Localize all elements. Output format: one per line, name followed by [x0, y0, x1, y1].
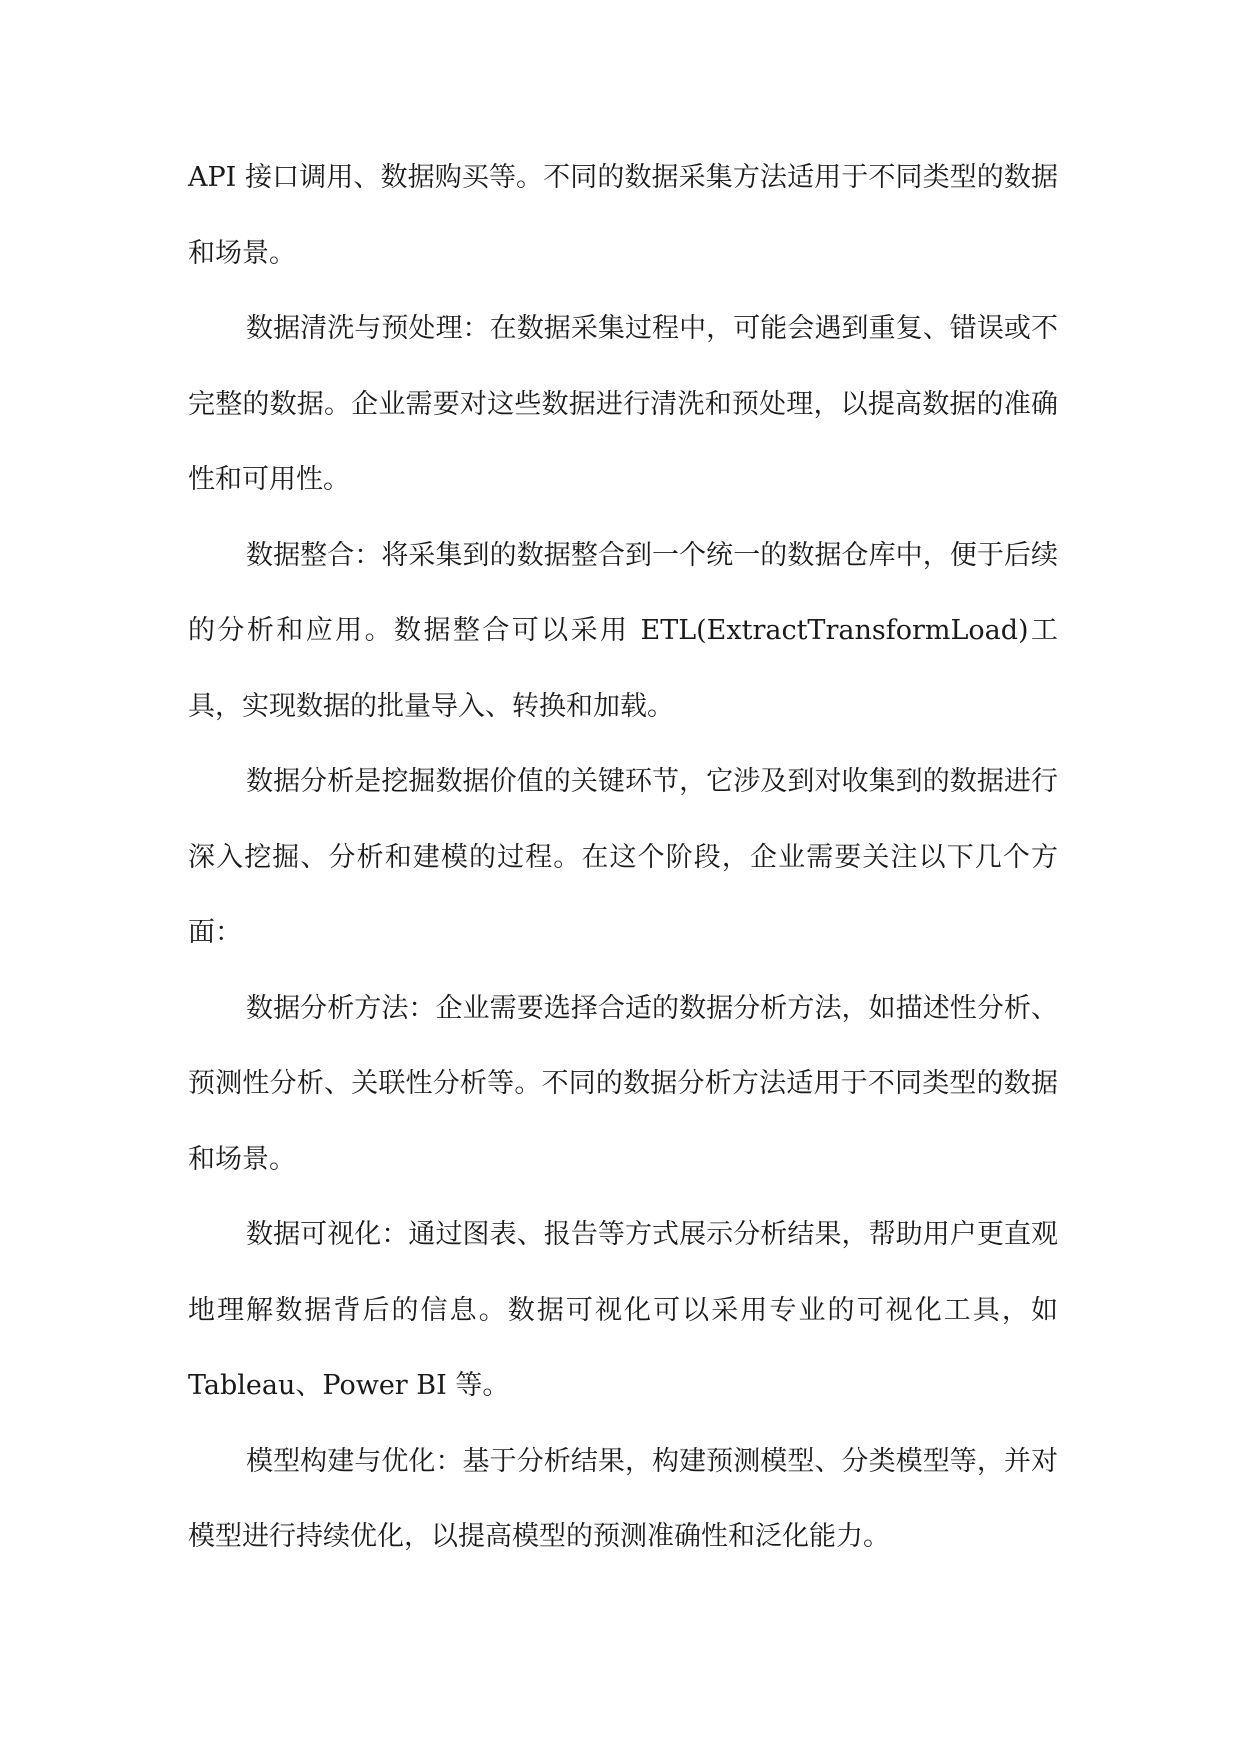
- paragraph-data-collection-methods: API 接口调用、数据购买等。不同的数据采集方法适用于不同类型的数据和场景。: [188, 162, 1058, 269]
- paragraph-data-integration: 数据整合：将采集到的数据整合到一个统一的数据仓库中，便于后续的分析和应用。数据整合可以采用 ETL(ExtractTransformLoad)工具，实现数据的批量导入、转换和加载。: [188, 539, 1058, 722]
- paragraph-analysis-methods: 数据分析方法：企业需要选择合适的数据分析方法，如描述性分析、预测性分析、关联性分析等。不同的数据分析方法适用于不同类型的数据和场景。: [188, 992, 1058, 1175]
- document-body: [188, 140, 1058, 1575]
- paragraph-data-visualization: 数据可视化：通过图表、报告等方式展示分析结果，帮助用户更直观地理解数据背后的信息。数据可视化可以采用专业的可视化工具，如 Tableau、Power BI 等。: [188, 1219, 1058, 1401]
- paragraph-data-cleaning: 数据清洗与预处理：在数据采集过程中，可能会遇到重复、错误或不完整的数据。企业需要对这些数据进行清洗和预处理，以提高数据的准确性和可用性。: [188, 313, 1058, 495]
- paragraph-model-building: 模型构建与优化：基于分析结果，构建预测模型、分类模型等，并对模型进行持续优化，以提高模型的预测准确性和泛化能力。: [188, 1445, 1058, 1552]
- paragraph-data-analysis-intro: 数据分析是挖掘数据价值的关键环节，它涉及到对收集到的数据进行深入挖掘、分析和建模的过程。在这个阶段，企业需要关注以下几个方面：: [188, 766, 1058, 948]
